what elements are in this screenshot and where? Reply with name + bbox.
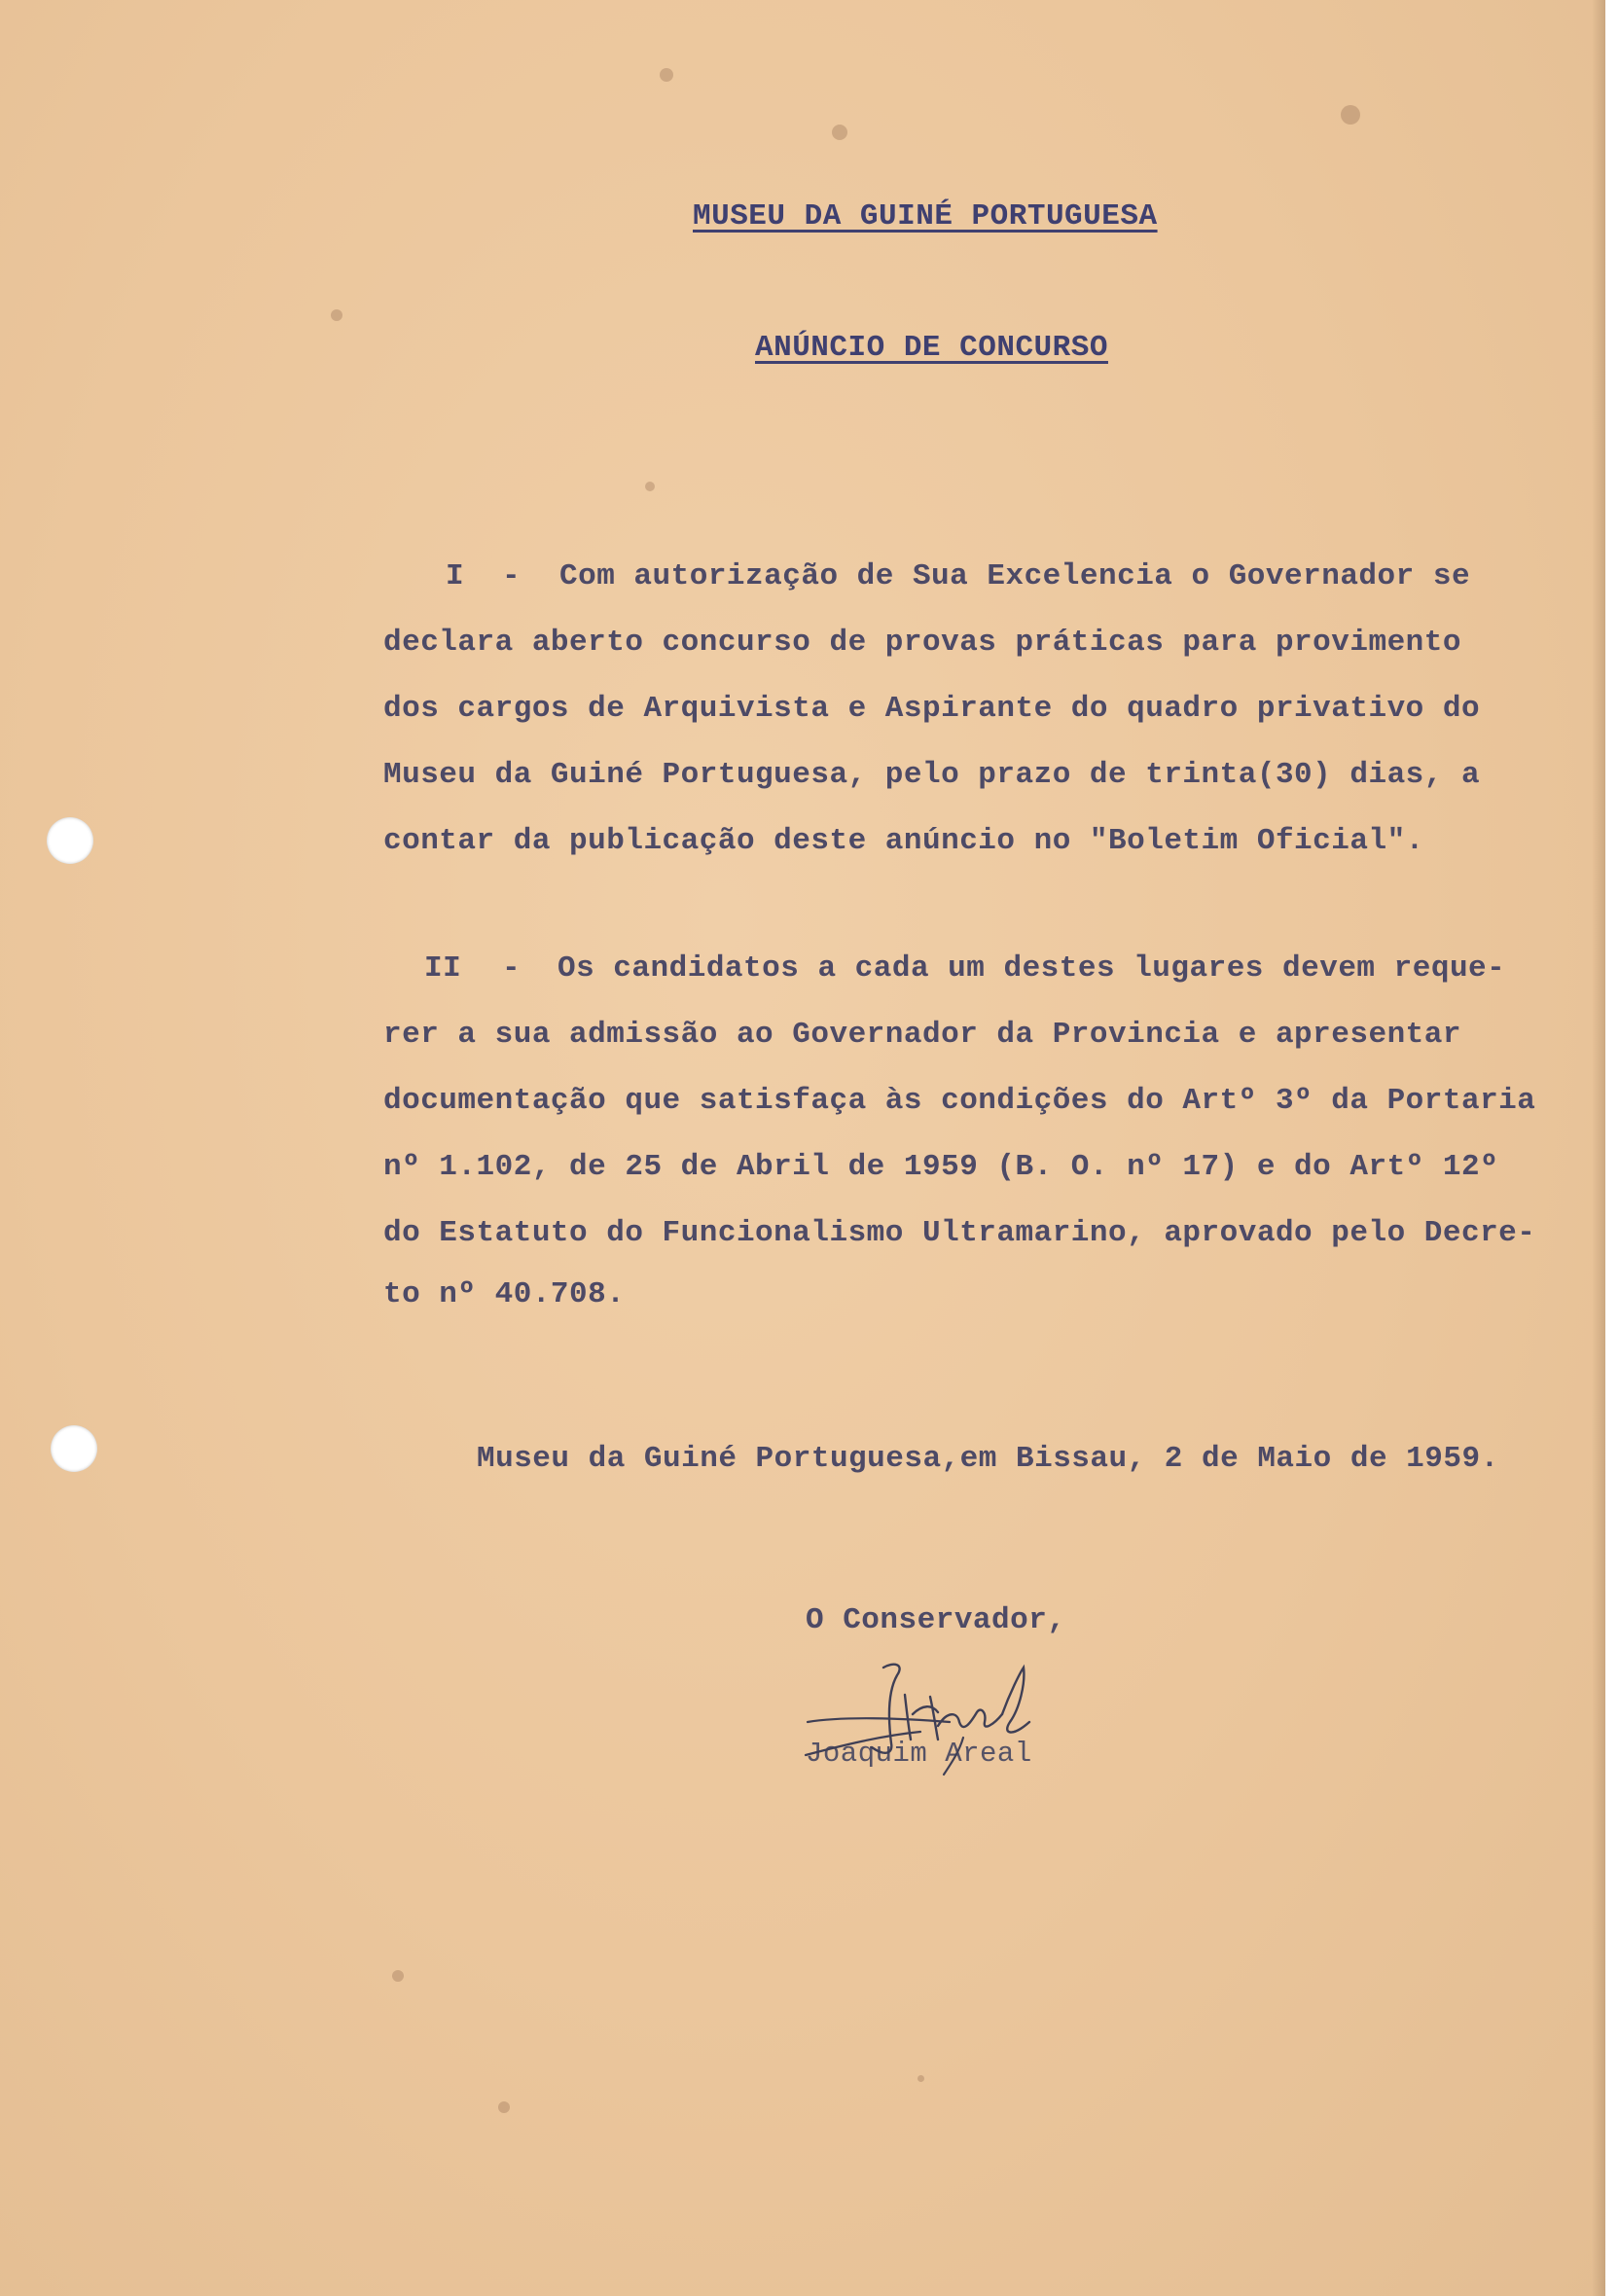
signatory-name: Joaquim Areal	[806, 1738, 1032, 1770]
paper-speck	[832, 125, 847, 140]
paper-speck	[498, 2101, 510, 2113]
section-2-line-5: do Estatuto do Funcionalismo Ultramarino, aprovado pelo Decre-	[383, 1216, 1536, 1250]
paper-speck	[1341, 105, 1360, 125]
section-2-line-3: documentação que satisfaça às condições do Artº 3º da Portaria	[383, 1084, 1536, 1118]
section-1-dash: -	[502, 559, 522, 593]
section-2-line-4: nº 1.102, de 25 de Abril de 1959 (B. O. nº 17) e do Artº 12º	[383, 1150, 1499, 1184]
paper-speck	[645, 482, 655, 491]
document-header-title: MUSEU DA GUINÉ PORTUGUESA	[693, 199, 1158, 233]
paper-speck	[660, 68, 673, 82]
paper-speck	[331, 309, 342, 321]
punch-hole-top	[47, 817, 93, 864]
section-2-line-2: rer a sua admissão ao Governador da Provincia e apresentar	[383, 1018, 1461, 1052]
place-date-line: Museu da Guiné Portuguesa,em Bissau, 2 de Maio de 1959.	[477, 1442, 1499, 1476]
page-edge-shadow	[1592, 0, 1605, 2296]
section-1-line-1: Com autorização de Sua Excelencia o Governador se	[559, 559, 1471, 593]
section-1-line-2: declara aberto concurso de provas práticas para provimento	[383, 626, 1461, 660]
paper-speck	[917, 2075, 924, 2082]
section-2-numeral: II	[424, 951, 462, 986]
paper-speck	[392, 1970, 404, 1982]
section-1-numeral: I	[446, 559, 465, 593]
document-subheader-title: ANÚNCIO DE CONCURSO	[755, 331, 1108, 365]
handwritten-signature	[804, 1654, 1076, 1780]
section-1-line-4: Museu da Guiné Portuguesa, pelo prazo de trinta(30) dias, a	[383, 758, 1481, 792]
section-2-dash: -	[502, 951, 522, 986]
section-2-line-1: Os candidatos a cada um destes lugares devem reque-	[558, 951, 1506, 986]
section-1-line-5: contar da publicação deste anúncio no "Boletim Oficial".	[383, 824, 1424, 858]
punch-hole-bottom	[51, 1425, 97, 1472]
section-1-line-3: dos cargos de Arquivista e Aspirante do quadro privativo do	[383, 692, 1481, 726]
section-2-line-6: to nº 40.708.	[383, 1277, 626, 1311]
signatory-title: O Conservador,	[806, 1603, 1066, 1637]
